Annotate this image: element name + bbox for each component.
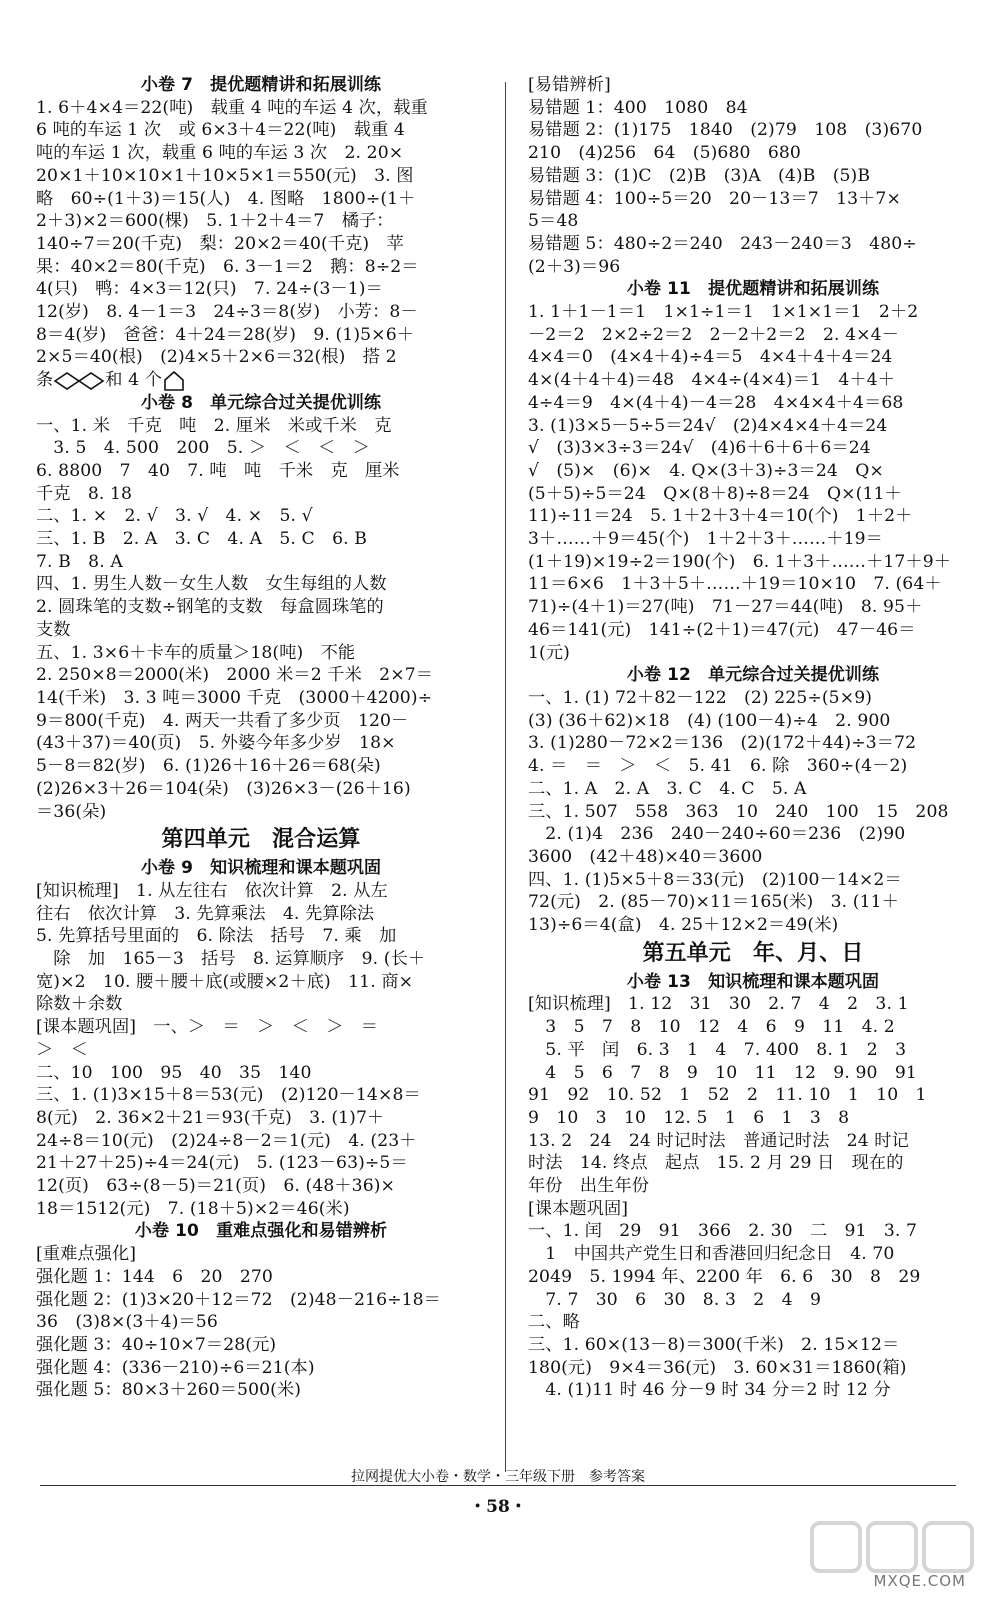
answer-line: [重难点强化] — [36, 1244, 137, 1265]
answer-line: 1(元) — [528, 642, 570, 663]
section-heading: 小卷 13 知识梳理和课本题巩固 — [626, 971, 880, 992]
answer-line: 易错题 1：400 1080 84 — [528, 97, 748, 118]
answer-line: 除数＋余数 — [36, 994, 123, 1015]
answer-line: 5＝48 — [528, 211, 579, 232]
answer-line: 往右 依次计算 3. 先算乘法 4. 先算除法 — [36, 903, 375, 924]
answer-line: 4(只) 鸭：4×3＝12(只) 7. 24÷(3－1)＝ — [36, 279, 383, 300]
unit-heading: 第五单元 年、月、日 — [642, 940, 864, 966]
answer-line: 二、1. A 2. A 3. C 4. C 5. A — [528, 778, 807, 799]
answer-line: [课本题巩固] — [528, 1198, 629, 1219]
answer-line: 3600 (42＋48)×40＝3600 — [528, 846, 763, 867]
answer-line: [知识梳理] 1. 从左往右 依次计算 2. 从左 — [36, 880, 388, 901]
answer-line: 支数 — [36, 619, 71, 640]
answer-line: 11＝6×6 1＋3＋5＋……＋19＝10×10 7. (64＋ — [528, 574, 942, 595]
answer-line: －2＝2 2×2÷2＝2 2－2＋2＝2 2. 4×4－ — [528, 324, 899, 345]
answer-line: 91 92 10. 52 1 52 2 11. 10 1 10 1 — [528, 1085, 927, 1106]
answer-line: 一、1. 米 千克 吨 2. 厘米 米或千米 克 — [36, 415, 392, 436]
answer-line: [知识梳理] 1. 12 31 30 2. 7 4 2 3. 1 — [528, 994, 909, 1015]
answer-line: 宽)×2 10. 腰＋腰＋底(或腰×2＋底) 11. 商× — [36, 971, 414, 992]
answer-line: 1. 1＋1－1＝1 1×1÷1＝1 1×1×1＝1 2＋2 — [528, 302, 919, 323]
answer-line: 9 10 3 10 12. 5 1 6 1 3 8 — [528, 1107, 850, 1128]
left-column — [36, 74, 486, 1402]
answer-line: 140÷7＝20(千克) 梨：20×2＝40(千克) 苹 — [36, 233, 404, 254]
answer-line: 13. 2 24 24 时记时法 普通记时法 24 时记 — [528, 1130, 909, 1151]
answer-line: 千克 8. 18 — [36, 483, 133, 504]
answer-line: 5－8＝82(岁) 6. (1)26＋16＋26＝68(朵) — [36, 756, 381, 777]
answer-line: 12(岁) 8. 4－1＝3 24÷3＝8(岁) 小芳：8－ — [36, 302, 418, 323]
answer-line: 2＋3)×2＝600(棵) 5. 1＋2＋4＝7 橘子： — [36, 211, 394, 232]
answer-line: 时法 14. 终点 起点 15. 2 月 29 日 现在的 — [528, 1153, 904, 1174]
answer-line: 20×1＋10×10×1＋10×5×1＝550(元) 3. 图 — [36, 165, 414, 186]
answer-line: 36 (3)8×(3＋4)＝56 — [36, 1312, 218, 1333]
answer-line: 强化题 3：40÷10×7＝28(元) — [36, 1334, 277, 1355]
answer-line: √ (5)× (6)× 4. Q×(3＋3)÷3＝24 Q× — [528, 460, 884, 481]
answer-line: 1 中国共产党生日和香港回归纪念日 4. 70 — [528, 1244, 895, 1265]
section-heading: 小卷 7 提优题精讲和拓展训练 — [140, 75, 382, 95]
right-column — [528, 74, 978, 1402]
answer-line: (3) (36＋62)×18 (4) (100－4)÷4 2. 900 — [528, 710, 891, 731]
answer-line: 易错题 5：480÷2＝240 243－240＝3 480÷ — [528, 233, 917, 254]
answer-line: 3. (1)280－72×2＝136 (2)(172＋44)÷3＝72 — [528, 733, 917, 754]
answer-line: 12(页) 63÷(8－5)＝21(页) 6. (48＋36)× — [36, 1176, 396, 1197]
answer-line: 4 5 6 7 8 9 10 11 12 9. 90 91 — [528, 1062, 917, 1083]
house-pentagon-icon — [162, 370, 186, 392]
answer-line: 180(元) 9×4＝36(元) 3. 60×31＝1860(箱) — [528, 1357, 907, 1378]
answer-line: 8＝4(岁) 爸爸：4＋24＝28(岁) 9. (1)5×6＋ — [36, 324, 415, 345]
answer-line: ＝36(朵) — [36, 801, 107, 822]
answer-line: 3＋……＋9＝45(个) 1＋2＋3＋……＋19＝ — [528, 529, 883, 550]
section-heading: 小卷 10 重难点强化和易错辨析 — [134, 1221, 388, 1242]
answer-line: 7. B 8. A — [36, 551, 123, 572]
section-heading: 小卷 12 单元综合过关提优训练 — [626, 665, 880, 686]
answer-line: (1＋19)×19÷2＝190(个) 6. 1＋3＋……＋17＋9＋ — [528, 551, 952, 572]
answer-line: [课本题巩固] 一、＞ ＝ ＞ ＜ ＞ ＝ — [36, 1017, 379, 1038]
answer-line: 24÷8＝10(元) (2)24÷8－2＝1(元) 4. (23＋ — [36, 1130, 417, 1151]
answer-line: 4×4＝0 (4×4＋4)÷4＝5 4×4＋4＋4＝24 — [528, 347, 893, 368]
footer-title: 拉网提优大小卷・数学・三年级下册 参考答案 — [351, 1469, 645, 1485]
answer-line: 9＝800(千克) 4. 两天一共看了多少页 120－ — [36, 710, 409, 731]
shape-label-after: 和 4 个 — [105, 370, 163, 391]
answer-line: (2＋3)＝96 — [528, 256, 621, 277]
answer-line: 18＝1512(元) 7. (18＋5)×2＝46(米) — [36, 1198, 350, 1219]
shape-label-before: 条 — [36, 370, 54, 391]
answer-line: ＞ ＜ — [36, 1039, 88, 1060]
answer-line: 年份 出生年份 — [528, 1176, 650, 1197]
answer-line: 72(元) 2. (85－70)×11＝165(米) 3. (11＋ — [528, 892, 899, 913]
unit-heading: 第四单元 混合运算 — [161, 827, 361, 853]
column-divider — [505, 82, 506, 1472]
answer-line: 4÷4＝9 4×(4＋4)－4＝28 4×4×4＋4＝68 — [528, 392, 904, 413]
section-heading: 小卷 9 知识梳理和课本题巩固 — [140, 858, 382, 879]
answer-line: 3. (1)3×5－5÷5＝24√ (2)4×4×4＋4＝24 — [528, 415, 888, 436]
answer-line: 5. 先算括号里面的 6. 除法 括号 7. 乘 加 — [36, 926, 397, 947]
answer-line: 二、略 — [528, 1312, 580, 1333]
answer-line: 3 5 7 8 10 12 4 6 9 11 4. 2 — [528, 1017, 895, 1038]
answer-line: 4. (1)11 时 46 分－9 时 34 分＝2 时 12 分 — [528, 1380, 891, 1401]
answer-line: 2. 圆珠笔的支数÷钢笔的支数 每盒圆珠笔的 — [36, 597, 384, 618]
answer-line: 强化题 4：(336－210)÷6＝21(本) — [36, 1357, 315, 1378]
answer-line: 11)÷11＝24 5. 1＋2＋3＋4＝10(个) 1＋2＋ — [528, 506, 913, 527]
answer-line: 三、1. (1)3×15＋8＝53(元) (2)120－14×8＝ — [36, 1085, 421, 1106]
answer-line: 2. 250×8＝2000(米) 2000 米＝2 千米 2×7＝ — [36, 665, 434, 686]
section-heading: 小卷 11 提优题精讲和拓展训练 — [626, 279, 880, 300]
answer-line: [易错辨析] — [528, 75, 611, 95]
answer-line: 14(千米) 3. 3 吨＝3000 千克 (3000＋4200)÷ — [36, 687, 433, 708]
answer-line: 71)÷(4＋1)＝27(吨) 71－27＝44(吨) 8. 95＋ — [528, 597, 923, 618]
answer-line: 2. (1)4 236 240－240÷60＝236 (2)90 — [528, 824, 906, 845]
answer-line: 210 (4)256 64 (5)680 680 — [528, 143, 801, 164]
answer-line: 二、10 100 95 40 35 140 — [36, 1062, 312, 1083]
answer-line: 7. 7 30 6 30 8. 3 2 4 9 — [528, 1289, 821, 1310]
answer-line: 2049 5. 1994 年、2200 年 6. 6 30 8 29 — [528, 1266, 921, 1287]
page-number: ・58・ — [469, 1497, 527, 1517]
answer-line: 强化题 1：144 6 20 270 — [36, 1266, 273, 1287]
answer-line: 一、1. (1) 72＋82－122 (2) 225÷(5×9) — [528, 687, 873, 708]
answer-line: 易错题 4：100÷5＝20 20－13＝7 13＋7× — [528, 188, 901, 209]
answer-line: 1. 6＋4×4＝22(吨) 载重 4 吨的车运 4 次，载重 — [36, 97, 428, 118]
answer-line: √ (3)3×3÷3＝24√ (4)6＋6＋6＋6＝24 — [528, 438, 871, 459]
answer-line: 强化题 2：(1)3×20＋12＝72 (2)48－216÷18＝ — [36, 1289, 441, 1310]
answer-line: 除 加 165－3 括号 8. 运算顺序 9. (长＋ — [36, 949, 426, 970]
answer-line: 6 吨的车运 1 次 或 6×3＋4＝22(吨) 载重 4 — [36, 120, 405, 141]
answer-line: 易错题 2：(1)175 1840 (2)79 108 (3)670 — [528, 120, 923, 141]
answer-line-with-shapes — [36, 369, 486, 392]
answer-line: 13)÷6＝4(盒) 4. 25＋12×2＝49(米) — [528, 915, 839, 936]
answer-line: 四、1. (1)5×5＋8＝33(元) (2)100－14×2＝ — [528, 869, 902, 890]
answer-line: 8(元) 2. 36×2＋21＝93(千克) 3. (1)7＋ — [36, 1107, 385, 1128]
answer-line: (2)26×3＋26＝104(朵) (3)26×3－(26＋16) — [36, 778, 411, 799]
answer-line: 一、1. 闰 29 91 366 2. 30 二 91 3. 7 — [528, 1221, 918, 1242]
double-rhombus-icon — [53, 371, 105, 391]
answer-line: 易错题 3：(1)C (2)B (3)A (4)B (5)B — [528, 165, 871, 186]
answer-line: 4. ＝ ＝ ＞ ＜ 5. 41 6. 除 360÷(4－2) — [528, 756, 908, 777]
answer-line: 四、1. 男生人数－女生人数 女生每组的人数 — [36, 574, 387, 595]
answer-line: 三、1. 507 558 363 10 240 100 15 208 — [528, 801, 949, 822]
answer-line: 果：40×2＝80(千克) 6. 3－1＝2 鹅：8÷2＝ — [36, 256, 419, 277]
answer-line: 3. 5 4. 500 200 5. ＞ ＜ ＜ ＞ — [36, 438, 370, 459]
answer-line: 6. 8800 7 40 7. 吨 吨 千米 克 厘米 — [36, 460, 400, 481]
answer-line: 46＝141(元) 141÷(2＋1)＝47(元) 47－46＝ — [528, 619, 916, 640]
section-heading: 小卷 8 单元综合过关提优训练 — [140, 392, 382, 413]
answer-line: 略 60÷(1＋3)＝15(人) 4. 图略 1800÷(1＋ — [36, 188, 416, 209]
answer-line: 4×(4＋4＋4)＝48 4×4÷(4×4)＝1 4＋4＋ — [528, 370, 895, 391]
watermark-text: MXQE.COM — [873, 1572, 966, 1590]
answer-line: 吨的车运 1 次，载重 6 吨的车运 3 次 2. 20× — [36, 143, 404, 164]
answer-line: 2×5＝40(根) (2)4×5＋2×6＝32(根) 搭 2 — [36, 347, 397, 368]
answer-line: 三、1. 60×(13－8)＝300(千米) 2. 15×12＝ — [528, 1334, 900, 1355]
answer-line: 21＋27＋25)÷4＝24(元) 5. (123－63)÷5＝ — [36, 1153, 408, 1174]
answer-line: 强化题 5：80×3＋260＝500(米) — [36, 1380, 302, 1401]
footer-rule — [40, 1485, 956, 1486]
answer-line: 二、1. × 2. √ 3. √ 4. × 5. √ — [36, 506, 313, 527]
answer-line: (5＋5)÷5＝24 Q×(8＋8)÷8＝24 Q×(11＋ — [528, 483, 902, 504]
answer-line: 五、1. 3×6＋卡车的质量＞18(吨) 不能 — [36, 642, 356, 663]
answer-line: (43＋37)＝40(页) 5. 外婆今年多少岁 18× — [36, 733, 396, 754]
answer-line: 三、1. B 2. A 3. C 4. A 5. C 6. B — [36, 529, 367, 550]
answer-line: 5. 平 闰 6. 3 1 4 7. 400 8. 1 2 3 — [528, 1039, 907, 1060]
